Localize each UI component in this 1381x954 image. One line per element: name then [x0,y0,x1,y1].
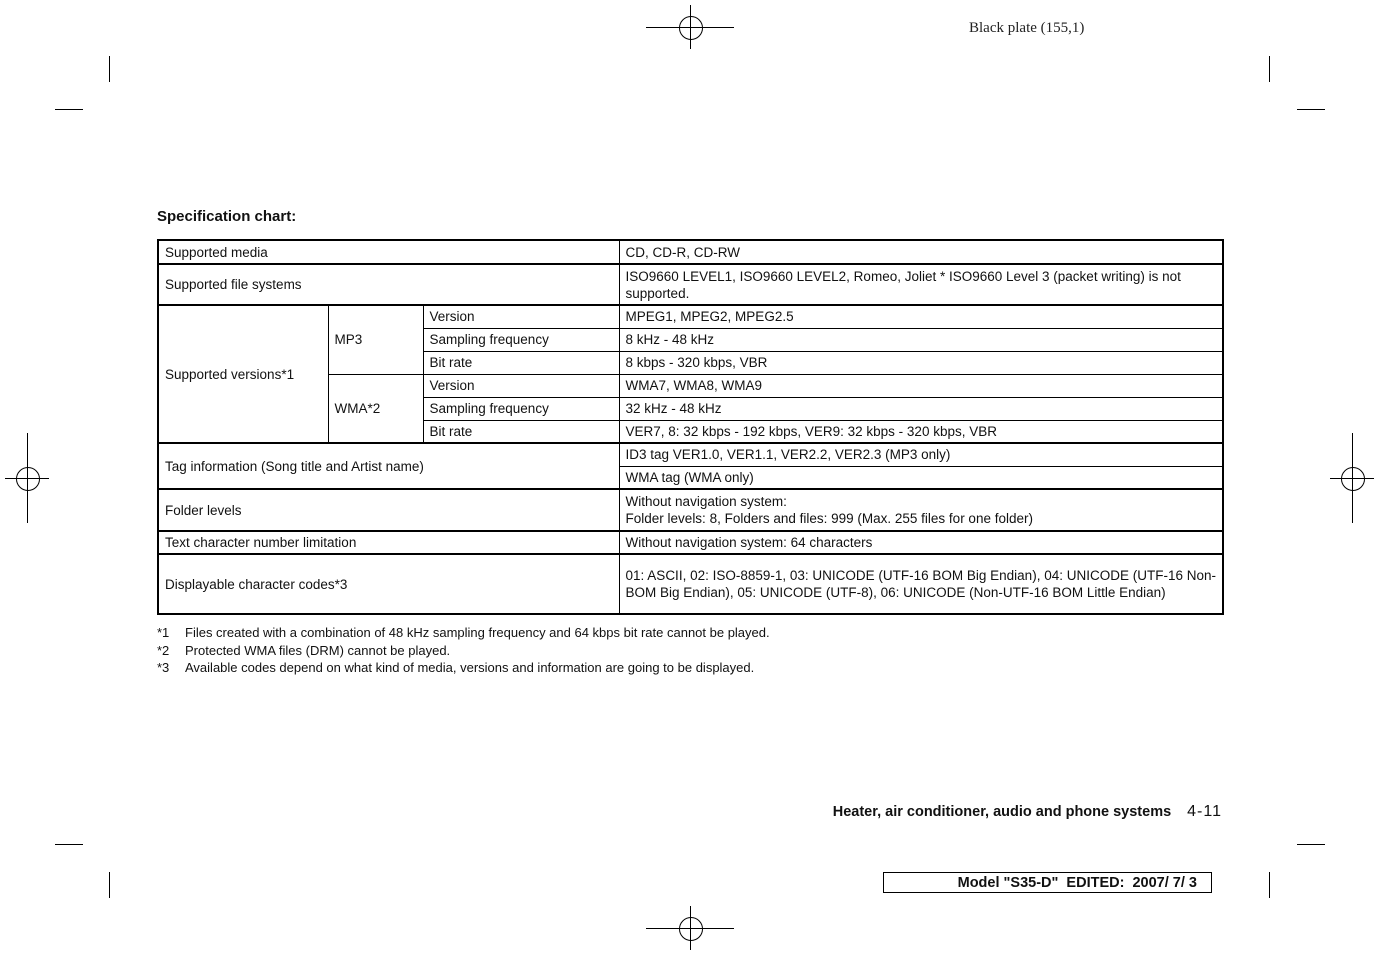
footnote-text: Available codes depend on what kind of media, versions and information are going to be displayed. [185,660,755,675]
value-line: Without navigation system: [625,494,787,509]
row-value: Without navigation system: 64 characters [619,531,1223,554]
crop-mark [55,109,83,110]
group-label-mp3: MP3 [328,305,423,374]
footnote [157,642,770,660]
crop-mark [1297,109,1325,110]
crop-mark [55,844,83,845]
sub-label: Sampling frequency [423,397,619,420]
row-label: Tag information (Song title and Artist name) [158,443,619,489]
table-row [158,264,1223,305]
row-value: ID3 tag VER1.0, VER1.1, VER2.2, VER2.3 (MP3 only) [619,443,1223,466]
footnote [157,624,770,642]
footnote-mark: *3 [157,660,170,675]
table-row [158,531,1223,554]
table-row [158,305,1223,328]
row-label: Displayable character codes*3 [158,554,619,614]
sub-label: Bit rate [423,351,619,374]
row-label: Supported file systems [158,264,619,305]
table-row [158,489,1223,531]
row-label: Text character number limitation [158,531,619,554]
row-value: ISO9660 LEVEL1, ISO9660 LEVEL2, Romeo, Joliet * ISO9660 Level 3 (packet writing) is not supported. [619,264,1223,305]
crop-mark [109,872,110,898]
row-value [619,489,1223,531]
plate-label: Black plate (155,1) [969,20,1085,36]
table-row [158,554,1223,614]
row-label: Supported media [158,240,619,264]
model-edit-box: Model "S35-D" EDITED: 2007/ 7/ 3 [883,872,1212,893]
row-value: WMA7, WMA8, WMA9 [619,374,1223,397]
row-label: Folder levels [158,489,619,531]
page-footer [833,803,1222,821]
crop-mark [1269,872,1270,898]
section-heading: Specification chart: [157,208,297,225]
footer-section-title: Heater, air conditioner, audio and phone systems [832,804,1172,820]
sub-label: Sampling frequency [423,328,619,351]
crop-mark [109,56,110,82]
table-row [158,240,1223,264]
footnote [157,659,770,677]
row-value: 8 kHz - 48 kHz [619,328,1223,351]
footnote-mark: *2 [157,642,170,658]
row-value: 32 kHz - 48 kHz [619,397,1223,420]
registration-mark-left [5,433,49,523]
sub-label: Version [423,305,619,328]
footnote-text: Protected WMA files (DRM) cannot be played. [185,642,451,658]
value-line: Folder levels: 8, Folders and files: 999 (Max. 255 files for one folder) [625,511,1033,526]
registration-mark-right [1330,433,1374,523]
page-number: 4-11 [1187,803,1222,820]
crop-mark [1297,844,1325,845]
row-value: VER7, 8: 32 kbps - 192 kbps, VER9: 32 kbps - 320 kbps, VBR [619,420,1223,443]
row-value: 8 kbps - 320 kbps, VBR [619,351,1223,374]
footnote-mark: *1 [157,625,170,640]
footnotes [157,624,770,677]
registration-mark-bottom [646,906,734,950]
crop-mark [1269,56,1270,82]
group-label-wma: WMA*2 [328,374,423,443]
row-label: Supported versions*1 [158,305,328,443]
registration-mark-top [646,5,734,49]
row-value: 01: ASCII, 02: ISO-8859-1, 03: UNICODE (UTF-16 BOM Big Endian), 04: UNICODE (UTF-16 Non-BOM Big Endian), 05: UNICODE (UTF-8), 06: UNICODE (Non-UTF-16 BOM Little Endian) [619,554,1223,614]
specification-table [157,239,1224,615]
table-row [158,443,1223,466]
footnote-text: Files created with a combination of 48 kHz sampling frequency and 64 kbps bit rate cannot be played. [185,625,770,640]
row-value: CD, CD-R, CD-RW [619,240,1223,264]
row-value: MPEG1, MPEG2, MPEG2.5 [619,305,1223,328]
sub-label: Version [423,374,619,397]
row-value: WMA tag (WMA only) [619,466,1223,489]
sub-label: Bit rate [423,420,619,443]
